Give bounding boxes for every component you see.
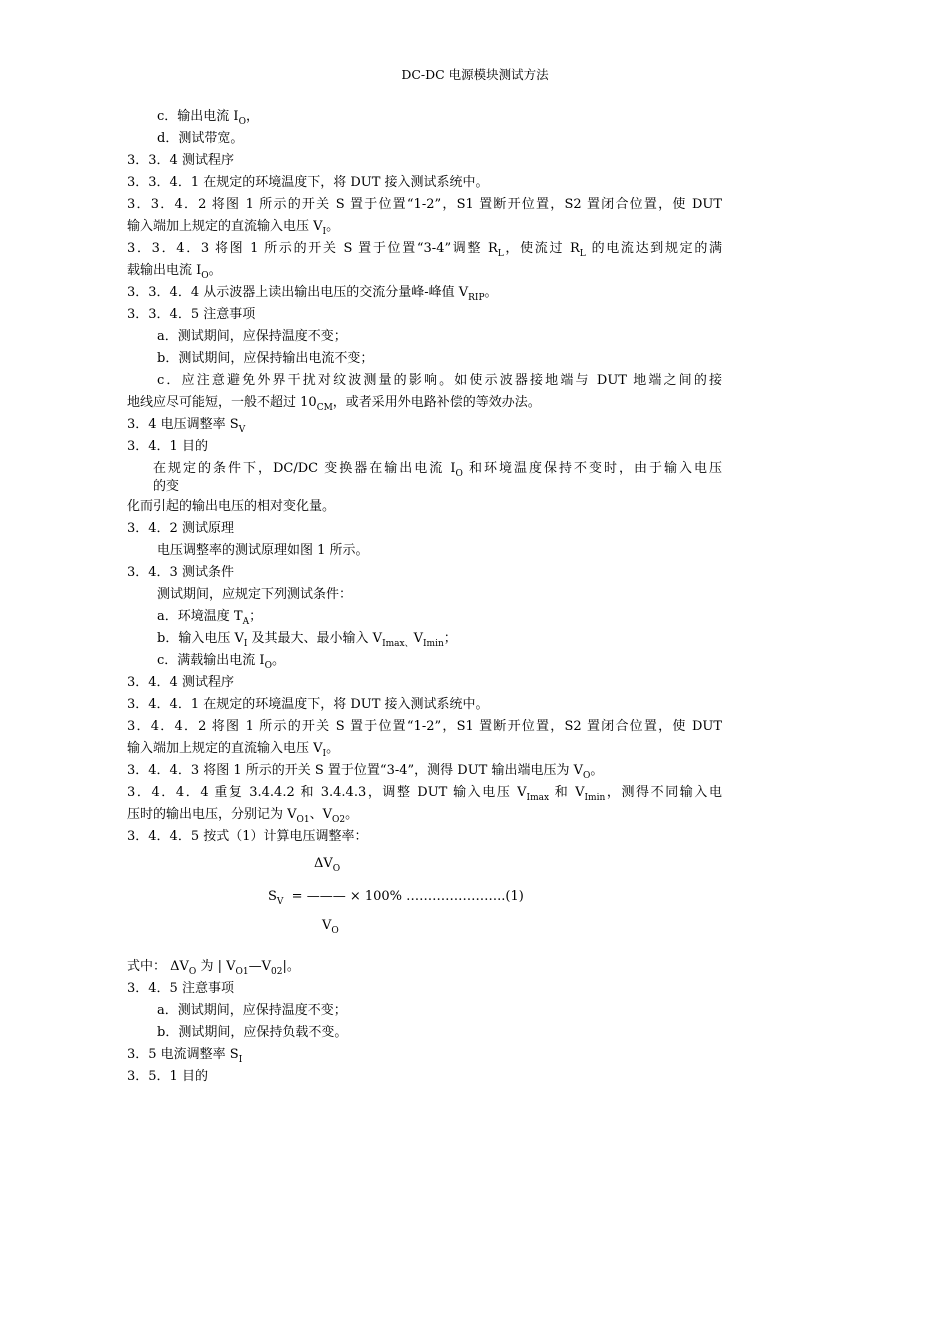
paragraph: 3．4．4．1 在规定的环境温度下，将 DUT 接入测试系统中。 xyxy=(127,697,489,712)
list-item: b．测试期间，应保持负载不变。 xyxy=(157,1025,348,1040)
equation-main: $S_V$ = ——— × 100% …………………..(1) xyxy=(268,889,524,907)
document-body xyxy=(127,106,722,1088)
section-heading: 3．4 电压调整率 $S_V$ xyxy=(127,417,246,435)
list-item: a．测试期间，应保持温度不变； xyxy=(157,1003,347,1018)
equation-denominator: $V_O$ xyxy=(322,918,339,936)
list-item: a．测试期间，应保持温度不变； xyxy=(157,329,347,344)
paragraph: 3．4．4．5 按式（1）计算电压调整率： xyxy=(127,829,368,844)
paragraph: 电压调整率的测试原理如图 1 所示。 xyxy=(157,543,369,558)
paragraph-line: 在规定的条件下，DC/DC 变换器在输出电流 $I_O$ 和环境温度保持不变时，由于输入电压 xyxy=(153,461,722,479)
section-heading: 3．4．3 测试条件 xyxy=(127,565,234,580)
section-heading: 3．4．1 目的 xyxy=(127,439,208,454)
paragraph: 化而引起的输出电压的相对变化量。 xyxy=(127,499,336,514)
paragraph xyxy=(127,460,722,496)
equation-numerator: $\Delta V_O$ xyxy=(314,856,341,874)
paragraph: 3．3．4．3 将图 1 所示的开关 S 置于位置“3-4”调整 $R_L$，使流过 $R_L$ 的电流达到规定的满 xyxy=(127,241,723,259)
list-item: c．输出电流 $I_O$， xyxy=(157,109,259,127)
paragraph: 式中： $\Delta V_O$ 为 | $V_{O1}—V_{02}|$。 xyxy=(127,959,300,977)
list-item: d．测试带宽。 xyxy=(157,131,244,146)
paragraph: 3．3．4．1 在规定的环境温度下，将 DUT 接入测试系统中。 xyxy=(127,175,489,190)
paragraph: 3．3．4．2 将图 1 所示的开关 S 置于位置“1-2”，S1 置断开位置，S2 置闭合位置，使 DUT xyxy=(127,197,722,212)
list-item: b．测试期间，应保持输出电流不变； xyxy=(157,351,374,366)
list-item: c．满载输出电流 $I_O$。 xyxy=(157,653,285,671)
list-item: a．环境温度 $T_A$； xyxy=(157,609,263,627)
section-heading: 3．5 电流调整率 $S_I$ xyxy=(127,1047,243,1065)
paragraph: 压时的输出电压，分别记为 $V_{O1}$、$V_{O2}$。 xyxy=(127,807,359,825)
paragraph: 输入端加上规定的直流输入电压 $V_I$。 xyxy=(127,741,340,759)
list-item: c．应注意避免外界干扰对纹波测量的影响。如使示波器接地端与 DUT 地端之间的接 xyxy=(157,373,722,388)
paragraph: 3．4．4．2 将图 1 所示的开关 S 置于位置“1-2”，S1 置断开位置，S2 置闭合位置，使 DUT xyxy=(127,719,722,734)
section-heading: 3．5．1 目的 xyxy=(127,1069,208,1084)
paragraph: 测试期间，应规定下列测试条件： xyxy=(157,587,353,602)
equation-1 xyxy=(127,848,722,956)
section-heading: 3．3．4．5 注意事项 xyxy=(127,307,256,322)
paragraph: 3．3．4．4 从示波器上读出输出电压的交流分量峰-峰值 $V_{RIP}$。 xyxy=(127,285,498,303)
section-heading: 3．3．4 测试程序 xyxy=(127,153,234,168)
paragraph: 地线应尽可能短，一般不超过 $10_{CM}$，或者采用外电路补偿的等效办法。 xyxy=(127,395,541,413)
list-item: b．输入电压 $V_I$ 及其最大、最小输入 $V_{Imax、}V_{Imin}$； xyxy=(157,631,457,649)
section-heading: 3．4．5 注意事项 xyxy=(127,981,234,996)
paragraph-line: 的变 xyxy=(153,479,180,494)
paragraph: 输入端加上规定的直流输入电压 $V_I$。 xyxy=(127,219,340,237)
page-header: DC-DC 电源模块测试方法 xyxy=(401,67,549,82)
section-heading: 3．4．2 测试原理 xyxy=(127,521,234,536)
section-heading: 3．4．4 测试程序 xyxy=(127,675,234,690)
paragraph: 3．4．4．4 重复 3.4.4.2 和 3.4.4.3，调整 DUT 输入电压 $V_{Imax}$ 和 $V_{Imin}$，测得不同输入电 xyxy=(127,785,722,803)
paragraph: 3．4．4．3 将图 1 所示的开关 S 置于位置“3-4”，测得 DUT 输出端电压为 $V_O$。 xyxy=(127,763,604,781)
paragraph: 载输出电流 $I_O$。 xyxy=(127,263,222,281)
